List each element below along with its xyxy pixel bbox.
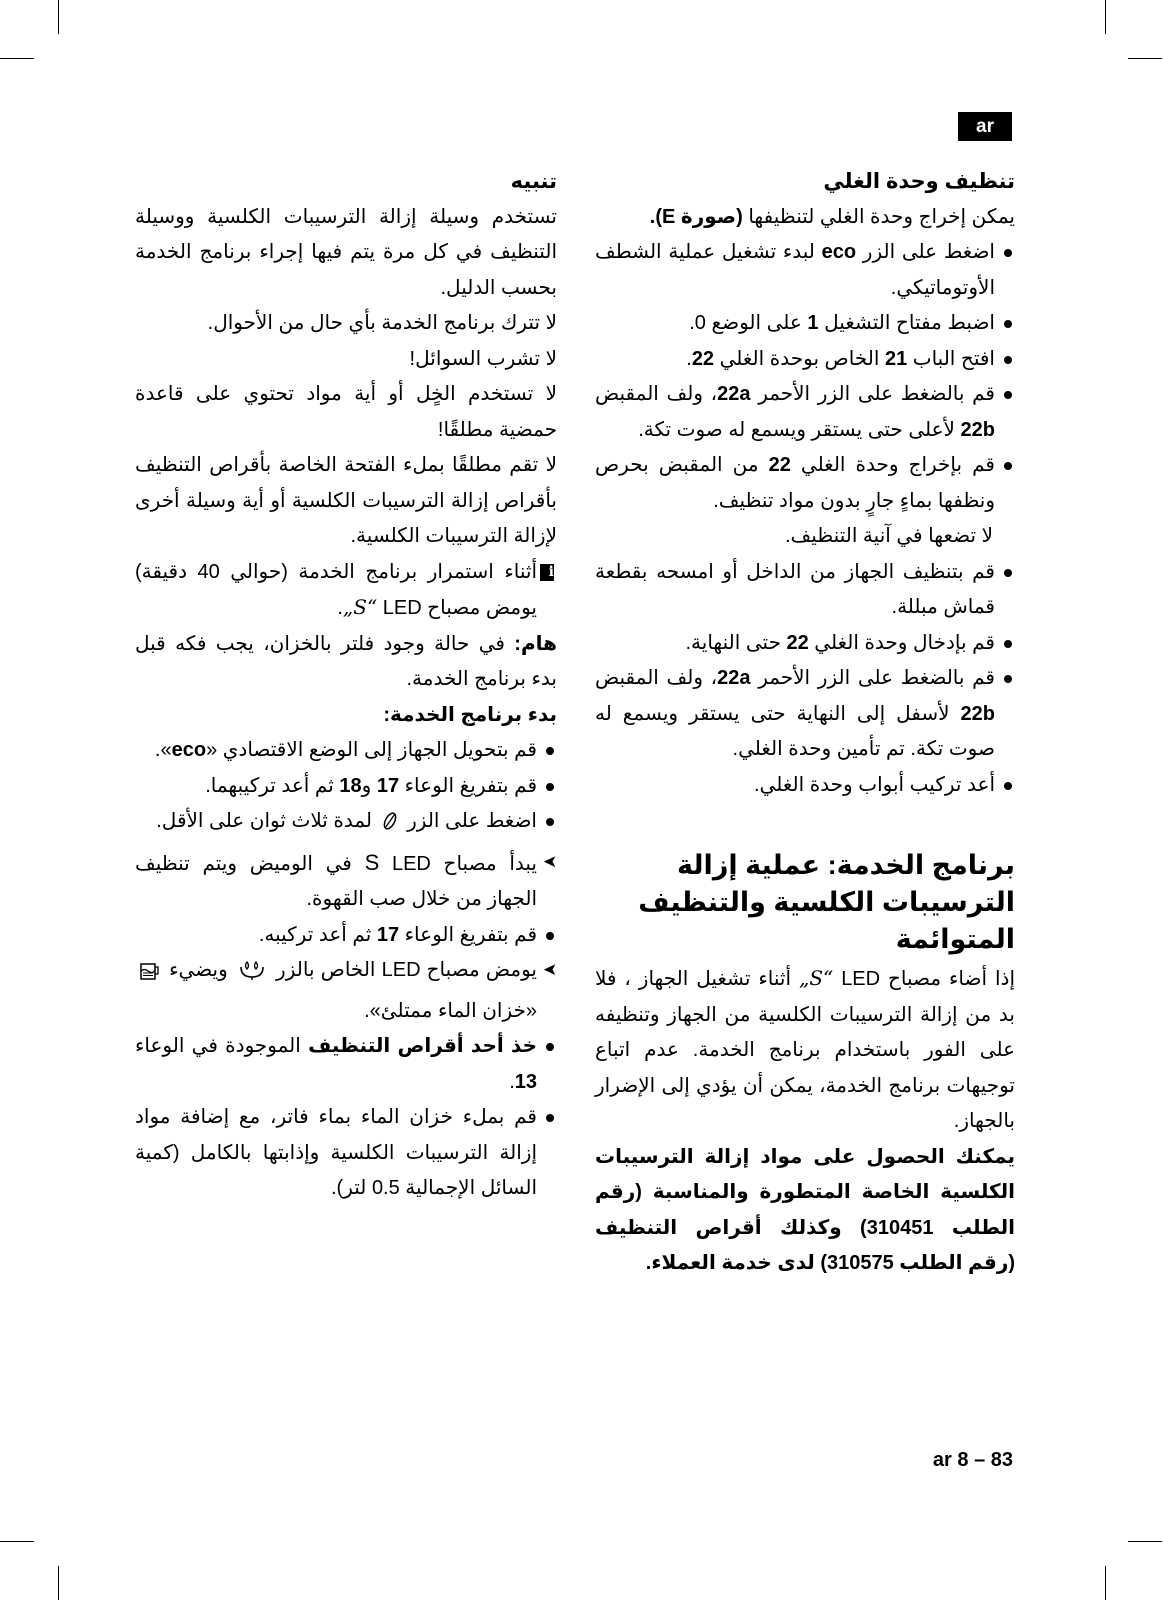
language-badge: ar <box>958 112 1012 141</box>
step-text: لبدء تشغيل عملية الشطف الأوتوماتيكي. <box>595 241 995 299</box>
warning-paragraph: لا تشرب السوائل! <box>409 347 557 370</box>
boiler-steps-list <box>595 235 1015 519</box>
result-text: يومض مصباح LED الخاص بالزر <box>269 959 537 981</box>
list-item <box>595 626 1015 662</box>
crop-mark <box>1128 58 1162 59</box>
step-text: . <box>509 1070 515 1093</box>
page-number: ar 8 – 83 <box>932 1449 1013 1471</box>
paragraph-text: أثناء تشغيل الجهاز ، فلا بد من إزالة الترسيبات الكلسية من الجهاز وتنظيفه على الفور باستخدام برنامج الخدمة. عدم اتباع توجيهات برنامج الخدمة، يمكن أن يؤدي إلى الإضرار بالجهاز. <box>595 968 1015 1132</box>
step-text: قم بتنظيف الجهاز من الداخل أو امسحه بقطعة قماش مبللة. <box>595 560 995 618</box>
step-text: لمدة ثلاث ثوان على الأقل. <box>156 810 378 832</box>
step-text: حتى النهاية. <box>685 631 787 654</box>
order-info-paragraph: يمكنك الحصول على مواد إزالة الترسيبات الكلسية الخاصة المتطورة والمناسبة (رقم الطلب 310451) وكذلك أقراص التنظيف (رقم الطلب 310575) لدى خدمة العملاء. <box>595 1145 1016 1274</box>
figure-reference: (صورة E). <box>649 205 743 228</box>
bullet-icon <box>1004 569 1012 577</box>
crop-mark <box>58 1566 59 1600</box>
list-item <box>595 661 1015 768</box>
water-tank-icon <box>138 958 160 994</box>
part-number: 22 <box>691 347 715 370</box>
step-text: ، ولف المقبض <box>595 667 718 689</box>
list-item <box>595 555 1015 626</box>
bullet-icon <box>1004 249 1012 257</box>
bullet-icon <box>1004 356 1012 364</box>
s-led-symbol: „S“ <box>342 595 378 619</box>
important-text: في حالة وجود فلتر بالخزان، يجب فكه قبل بدء برنامج الخدمة. <box>135 632 557 690</box>
crop-mark <box>1105 0 1106 34</box>
service-button-icon <box>381 809 399 845</box>
step-text: من المقبض بحرص ونظفها بماءٍ جارٍ بدون مواد تنظيف. <box>595 454 995 512</box>
paragraph-text: إذا أضاء مصباح LED <box>833 968 1015 990</box>
bullet-icon <box>1004 320 1012 328</box>
bullet-icon <box>1004 675 1012 683</box>
mode-label: eco <box>171 739 207 761</box>
list-item <box>595 377 1015 448</box>
list-item <box>135 1100 557 1207</box>
bullet-icon <box>546 932 554 940</box>
step-text: ». <box>154 739 172 761</box>
step-text-bold: خذ أحد أقراص التنظيف <box>308 1035 537 1057</box>
step-text: قم بالضغط على الزر الأحمر <box>750 667 995 689</box>
part-number: 18 <box>339 774 362 797</box>
heading-start-service-program: بدء برنامج الخدمة: <box>383 703 557 726</box>
heading-boiler-cleaning: تنظيف وحدة الغلي <box>823 170 1015 193</box>
heading-caution: تنبيه <box>510 170 557 193</box>
part-number: 17 <box>376 774 400 797</box>
warning-paragraph: تستخدم وسيلة إزالة الترسيبات الكلسية ووسيلة التنظيف في كل مرة يتم فيها إجراء برنامج الخدمة بحسب الدليل. <box>135 205 557 299</box>
step-text: قم بتفريغ الوعاء <box>399 774 537 797</box>
step-text: اضبط مفتاح التشغيل <box>818 312 995 334</box>
list-item <box>135 1029 557 1100</box>
bullet-icon <box>546 783 554 791</box>
bullet-icon <box>1004 640 1012 648</box>
bullet-icon <box>546 747 554 755</box>
heading-service-program: برنامج الخدمة: عملية إزالة الترسيبات الكلسية والتنظيف المتوائمة <box>638 850 1015 954</box>
step-text: ثم أعد تركيبهما. <box>205 774 340 797</box>
dishwasher-note: لا تضعها في آنية التنظيف. <box>784 525 993 547</box>
step-text: الخاص بوحدة الغلي <box>714 347 885 370</box>
info-icon: i <box>540 564 554 581</box>
list-item <box>135 733 557 769</box>
step-text: اضغط على الزر <box>401 810 537 832</box>
part-number: 1 <box>807 312 819 334</box>
warning-paragraph: لا تستخدم الخٍل أو أية مواد تحتوي على قاعدة حمضية مطلقًا! <box>135 383 557 441</box>
calc-clean-icon <box>237 958 267 994</box>
step-text: ثم أعد تركيبه. <box>258 923 377 946</box>
important-label: هام: <box>514 632 557 655</box>
step-text: قم بإخراج وحدة الغلي <box>790 454 995 476</box>
list-item <box>595 306 1015 342</box>
step-text: لأسفل إلى النهاية حتى يستقر ويسمع له صوت تكة. تم تأمين وحدة الغلي. <box>595 702 995 760</box>
step-text: افتح الباب <box>907 347 995 370</box>
crop-mark <box>0 58 34 59</box>
list-item <box>135 918 557 954</box>
step-text: اضغط على الزر <box>856 241 995 263</box>
list-item <box>135 769 557 805</box>
result-text: ويضيء <box>163 959 234 981</box>
intro-paragraph <box>595 200 1015 236</box>
part-number: 22 <box>786 631 809 654</box>
s-led-symbol: „S“ <box>798 966 834 990</box>
list-item <box>135 804 557 845</box>
bullet-icon <box>1004 462 1012 470</box>
part-number: 22b <box>960 702 995 725</box>
service-intro-paragraph <box>595 961 1015 1140</box>
result-text: «خزان الماء ممتلئ». <box>364 999 537 1022</box>
crop-mark <box>0 1541 34 1542</box>
info-text: . <box>337 597 343 619</box>
step-text: ، ولف المقبض <box>595 383 718 405</box>
s-led-symbol: S <box>364 849 380 875</box>
step-text: أعد تركيب أبواب وحدة الغلي. <box>754 773 995 796</box>
part-number: 22 <box>768 454 791 476</box>
part-number: 22b <box>960 418 995 441</box>
right-column <box>595 164 1015 1282</box>
result-note <box>135 953 557 1029</box>
left-column <box>135 164 557 1207</box>
list-item <box>595 768 1015 804</box>
bullet-icon <box>546 818 554 826</box>
info-text: أثناء استمرار برنامج الخدمة (حوالي 40 دقيقة) يومض مصباح LED <box>135 560 537 619</box>
step-text: قم بإدخال وحدة الغلي <box>808 631 995 654</box>
result-arrow-icon: ➤ <box>542 851 557 872</box>
boiler-steps-list-2 <box>595 555 1015 804</box>
list-item <box>595 342 1015 378</box>
result-text: يبدأ مصباح LED <box>379 852 537 875</box>
list-item <box>595 448 1015 519</box>
step-text: . <box>686 347 692 370</box>
crop-mark <box>58 0 59 34</box>
step-text: قم بتحويل الجهاز إلى الوضع الاقتصادي « <box>206 739 537 761</box>
button-label: eco <box>821 241 857 263</box>
bullet-icon <box>1004 782 1012 790</box>
step-text: قم بالضغط على الزر الأحمر <box>750 383 995 405</box>
part-number: 22a <box>717 383 751 405</box>
result-text: في الوميض ويتم تنظيف الجهاز من خلال صب القهوة. <box>135 852 537 910</box>
part-number: 13 <box>514 1070 537 1093</box>
result-note <box>135 845 557 918</box>
info-note <box>135 555 557 627</box>
part-number: 22a <box>717 667 751 689</box>
step-text: و <box>361 774 377 797</box>
step-text: الموجودة في الوعاء <box>135 1035 309 1057</box>
list-item <box>595 235 1015 306</box>
fill-steps-list <box>135 1029 557 1207</box>
step-text: قم بملء خزان الماء بماء فاتر، مع إضافة مواد إزالة الترسيبات الكلسية وإذابتها بالكامل (كمية السائل الإجمالية 0.5 لتر). <box>135 1106 537 1199</box>
bullet-icon <box>546 1043 554 1051</box>
intro-text: يمكن إخراج وحدة الغلي لتنظيفها <box>742 205 1015 228</box>
step-text: قم بتفريغ الوعاء <box>399 923 537 946</box>
part-number: 17 <box>376 923 400 946</box>
result-arrow-icon: ➤ <box>542 960 557 980</box>
crop-mark <box>1128 1541 1162 1542</box>
bullet-icon <box>1004 391 1012 399</box>
start-steps-list <box>135 733 557 845</box>
important-note <box>135 627 557 698</box>
warning-paragraph: لا تقم مطلقًا بملء الفتحة الخاصة بأقراص التنظيف بأقراص إزالة الترسيبات الكلسية أو أية وسيلة أخرى لإزالة الترسيبات الكلسية. <box>135 454 557 547</box>
warning-paragraph: لا تترك برنامج الخدمة بأي حال من الأحوال. <box>207 312 557 334</box>
part-number: 21 <box>884 347 908 370</box>
crop-mark <box>1105 1566 1106 1600</box>
step-text: لأعلى حتى يستقر ويسمع له صوت تكة. <box>638 418 961 441</box>
bullet-icon <box>546 1114 554 1122</box>
step-text: على الوضع 0. <box>689 312 808 334</box>
empty-tray-steps <box>135 918 557 954</box>
